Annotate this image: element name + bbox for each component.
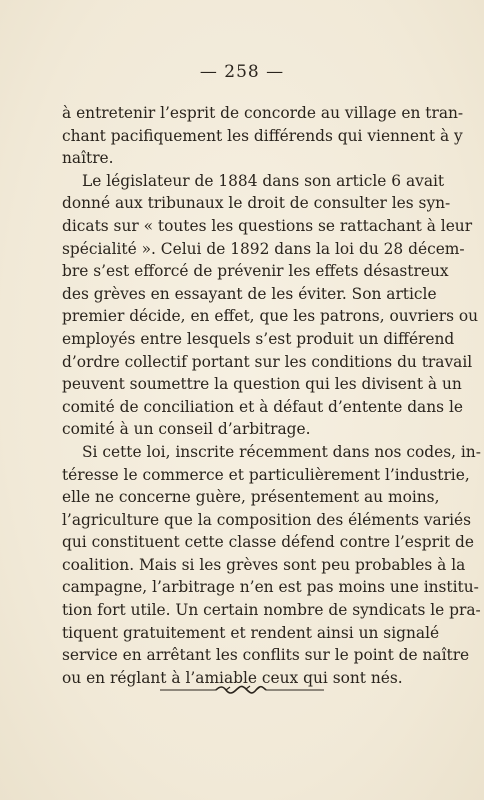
text-line: Si cette loi, inscrite récemment dans nos codes, in- xyxy=(82,442,481,461)
text-line: elle ne concerne guère, présentement au moins, xyxy=(62,488,440,507)
text-line: chant pacifiquement les différends qui viennent à y xyxy=(62,126,463,145)
text-line: Le législateur de 1884 dans son article 6 avait xyxy=(82,171,445,190)
text-line: employés entre lesquels s’est produit un différend xyxy=(62,329,455,348)
text-line: dicats sur « toutes les questions se rattachant à leur xyxy=(62,216,473,235)
wavy-rule-ornament-icon xyxy=(160,682,324,698)
text-line: spécialité ». Celui de 1892 dans la loi du 28 décem- xyxy=(62,239,465,258)
text-line: d’ordre collectif portant sur les conditions du travail xyxy=(62,352,473,371)
text-line: service en arrêtant les conflits sur le point de naître xyxy=(62,646,470,665)
page-number: — 258 — xyxy=(199,62,285,82)
text-line: campagne, l’arbitrage n’en est pas moins une institu- xyxy=(62,578,479,597)
text-line: l’agriculture que la composition des éléments variés xyxy=(62,510,472,529)
text-line: coalition. Mais si les grèves sont peu probables à la xyxy=(62,555,466,574)
text-line: qui constituent cette classe défend contre l’esprit de xyxy=(62,533,474,552)
text-line: premier décide, en effet, que les patrons, ouvriers ou xyxy=(62,307,479,326)
text-line: comité à un conseil d’arbitrage. xyxy=(62,420,311,439)
text-line: naître. xyxy=(62,149,114,168)
text-line: à entretenir l’esprit de concorde au village en tran- xyxy=(62,104,464,122)
text-line: tion fort utile. Un certain nombre de syndicats le pra- xyxy=(62,601,481,620)
text-line: ou en réglant à l’amiable ceux qui sont nés. xyxy=(62,668,403,687)
text-line: tiquent gratuitement et rendent ainsi un signalé xyxy=(62,623,440,642)
paragraph-2 xyxy=(62,170,479,441)
paragraph-1 xyxy=(62,102,464,170)
text-line: bre s’est efforcé de prévenir les effets désastreux xyxy=(62,262,449,281)
text-line: donné aux tribunaux le droit de consulter les syn- xyxy=(62,194,451,213)
text-line: peuvent soumettre la question qui les divisent à un xyxy=(62,375,462,394)
paragraph-3 xyxy=(62,441,481,690)
body-text xyxy=(62,102,481,689)
text-line: comité de conciliation et à défaut d’entente dans le xyxy=(62,397,463,416)
text-line: des grèves en essayant de les éviter. Son article xyxy=(62,284,437,303)
text-line: téresse le commerce et particulièrement l’industrie, xyxy=(62,465,470,484)
